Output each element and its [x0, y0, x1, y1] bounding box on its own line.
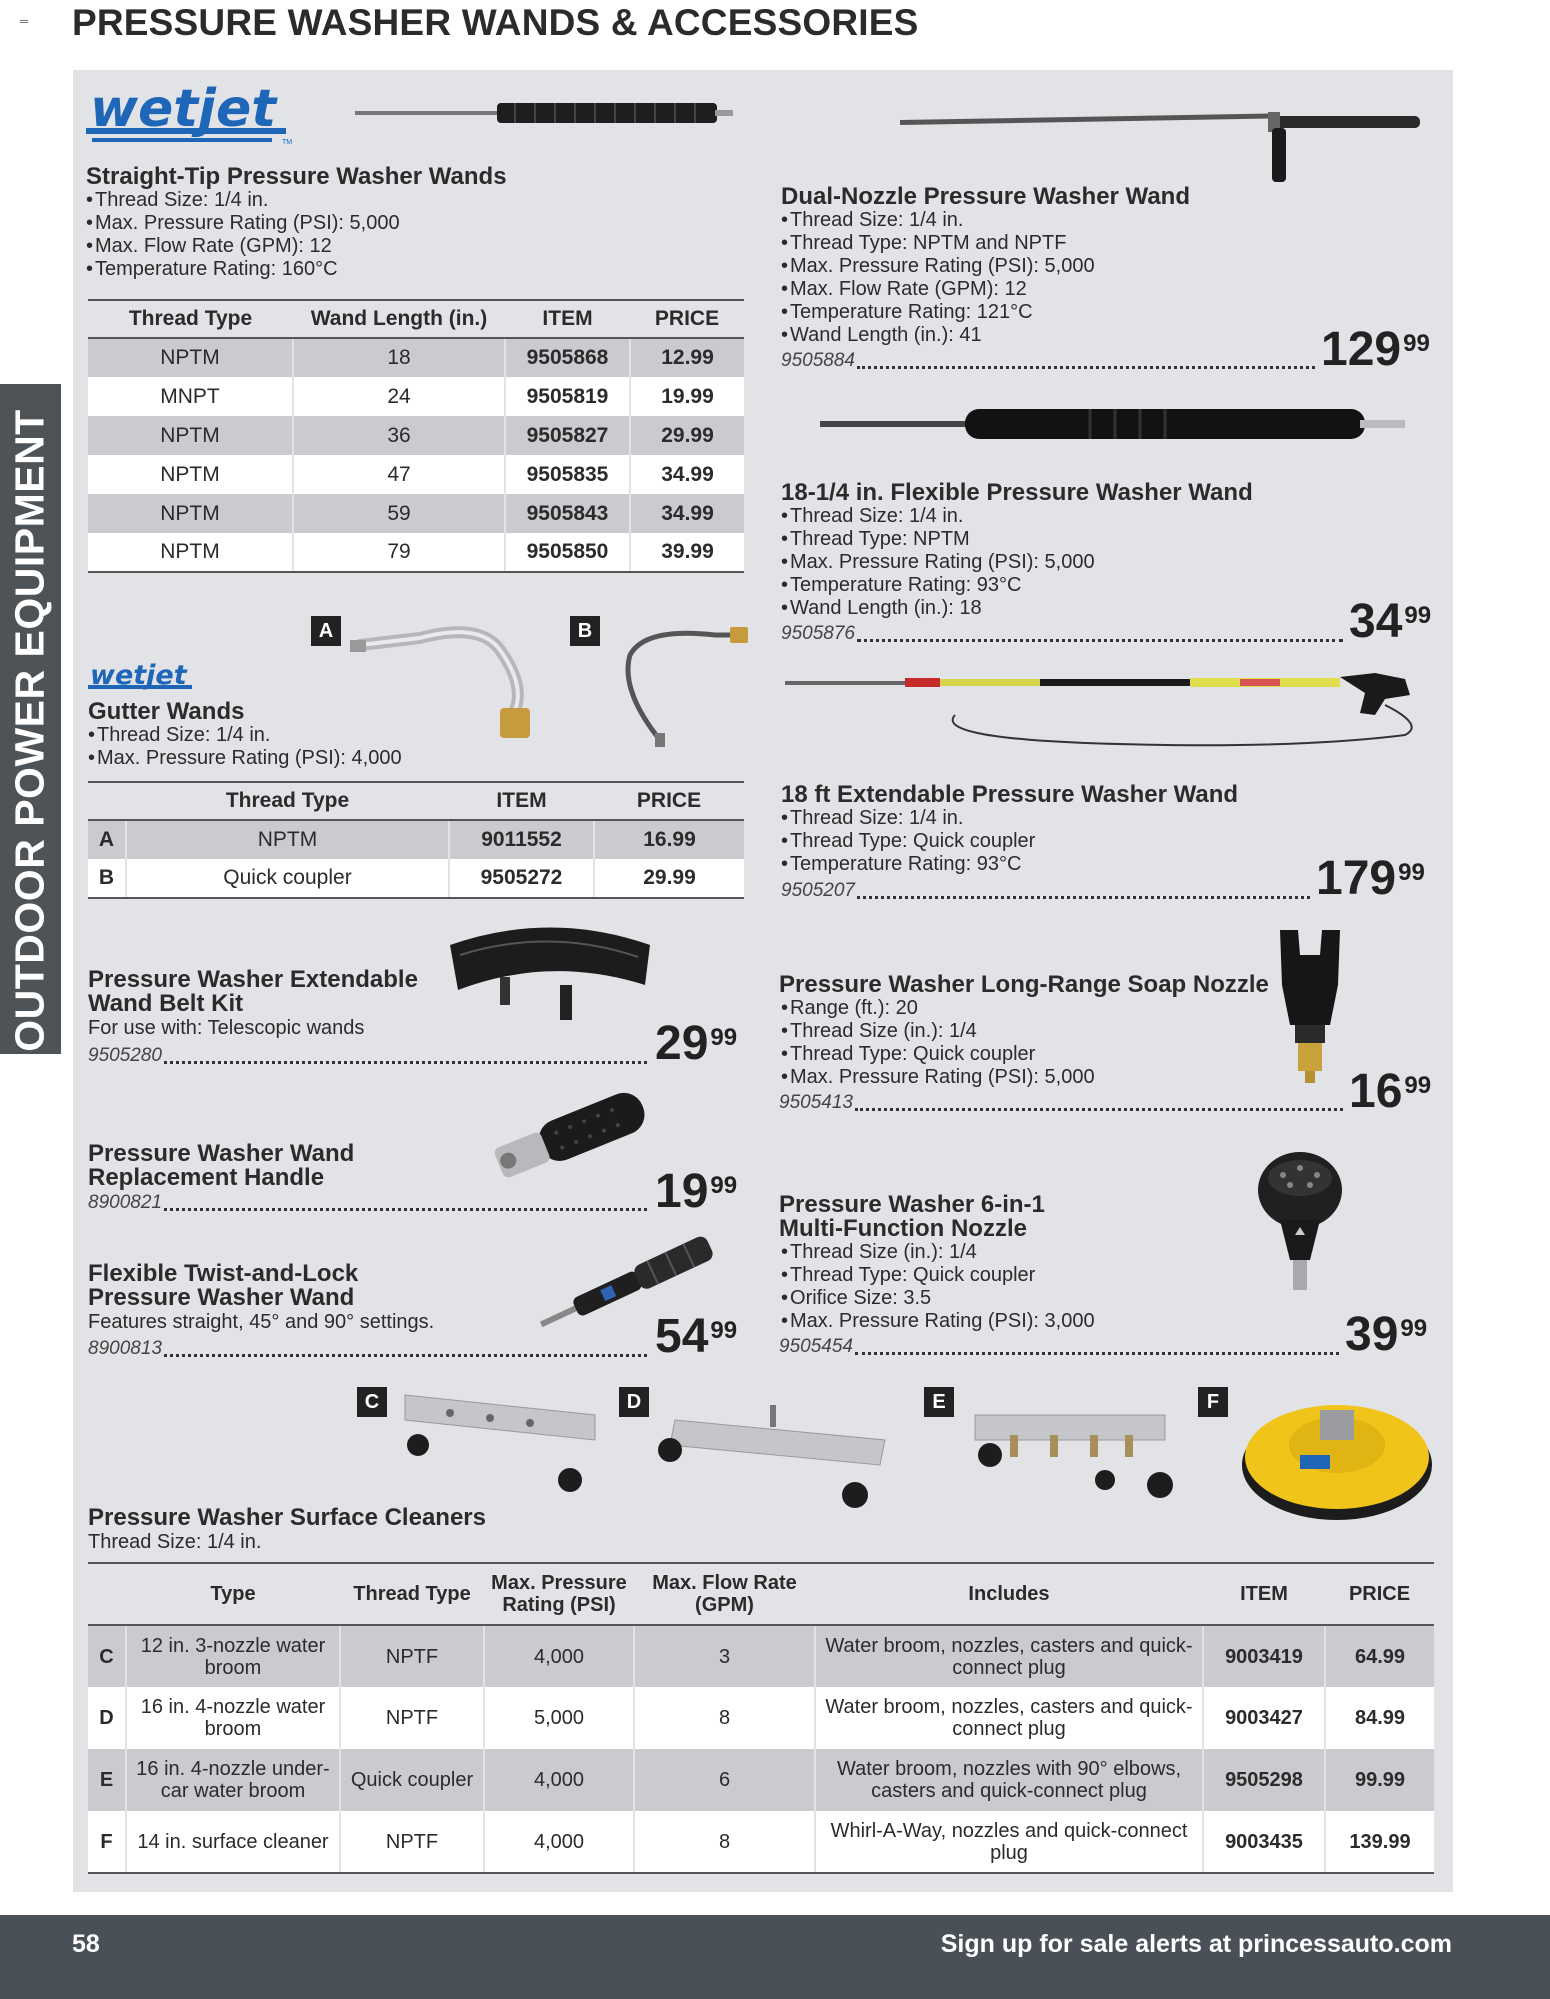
spec-item: • Thread Type: Quick coupler: [781, 830, 1035, 853]
belt-kit-sku-line: [88, 1045, 653, 1067]
straight-tip-wand-image: [355, 100, 735, 130]
row-letter: F: [88, 1811, 126, 1873]
cell: Quick coupler: [340, 1749, 484, 1811]
cell: 12 in. 3-nozzle water broom: [126, 1625, 340, 1687]
six-in-one-sku-line: [779, 1336, 1345, 1358]
leader-dots: [857, 366, 1315, 369]
spec-item: • Max. Pressure Rating (PSI): 5,000: [781, 551, 1095, 574]
cell: MNPT: [88, 377, 293, 416]
col-letter: [88, 782, 126, 820]
cell: 34.99: [630, 455, 744, 494]
gutter-title: Gutter Wands: [88, 698, 245, 725]
cell: 34.99: [630, 494, 744, 533]
leader-dots: [855, 1108, 1343, 1111]
cell: 39.99: [630, 533, 744, 572]
cell: 9505850: [505, 533, 630, 572]
row-letter: A: [88, 820, 126, 859]
price-cents: 99: [1404, 1072, 1432, 1099]
surface-subtitle: Thread Size: 1/4 in.: [88, 1531, 262, 1553]
wetjet-logo-text: wetjet: [90, 84, 277, 139]
col-thread-type: Thread Type: [340, 1563, 484, 1625]
price-cents: 99: [1403, 330, 1430, 357]
price-dollars: 29: [655, 1017, 709, 1070]
flexible-sku-line: [781, 623, 1349, 645]
cell: 4,000: [484, 1749, 634, 1811]
col-thread-type: Thread Type: [126, 782, 449, 820]
surface-cleaner-e-image: [965, 1390, 1175, 1505]
spec-item: • Thread Type: NPTM and NPTF: [781, 232, 1095, 255]
twist-lock-note: Features straight, 45° and 90° settings.: [88, 1311, 435, 1333]
gutter-specs: [88, 724, 402, 770]
side-tab-label: OUTDOOR POWER EQUIPMENT: [6, 409, 53, 1052]
flexible-specs: [781, 505, 1095, 620]
table-row: [88, 1625, 1434, 1687]
six-in-one-specs: [781, 1241, 1095, 1333]
cell: 9003419: [1203, 1625, 1325, 1687]
dual-nozzle-title: Dual-Nozzle Pressure Washer Wand: [781, 183, 1190, 210]
price-cents: 99: [1400, 1315, 1428, 1342]
dual-nozzle-sku-line: [781, 350, 1321, 372]
col-item: ITEM: [449, 782, 594, 820]
leader-dots: [857, 896, 1310, 899]
dual-nozzle-wand-image: [900, 108, 1430, 188]
wetjet-logo-tm: TM: [282, 139, 293, 146]
sku: 9505884: [781, 350, 855, 371]
spec-item: • Temperature Rating: 121°C: [781, 301, 1095, 324]
straight-tip-table: [88, 299, 744, 573]
col-letter: [88, 1563, 126, 1625]
spec-item: • Thread Type: Quick coupler: [781, 1043, 1095, 1066]
twist-lock-price: [655, 1310, 738, 1363]
price-dollars: 16: [1349, 1065, 1403, 1118]
sku: 9505413: [779, 1092, 853, 1113]
cell: 6: [634, 1749, 815, 1811]
leader-dots: [164, 1208, 647, 1211]
spec-item: • Thread Size: 1/4 in.: [88, 724, 402, 747]
row-letter: C: [88, 1625, 126, 1687]
spec-item: • Thread Size: 1/4 in.: [781, 505, 1095, 528]
spec-item: • Thread Size: 1/4 in.: [781, 209, 1095, 232]
price-dollars: 39: [1345, 1308, 1399, 1361]
cell: NPTM: [126, 820, 449, 859]
sku: 8900821: [88, 1192, 162, 1213]
surface-cleaner-c-image: [400, 1385, 600, 1500]
spec-item: • Range (ft.): 20: [781, 997, 1095, 1020]
six-in-one-title-line2: Multi-Function Nozzle: [779, 1215, 1027, 1242]
spec-item: • Max. Pressure Rating (PSI): 5,000: [781, 1066, 1095, 1089]
cell: Quick coupler: [126, 859, 449, 898]
cell: 36: [293, 416, 505, 455]
badge-c: C: [357, 1387, 387, 1417]
twist-lock-title-line2: Pressure Washer Wand: [88, 1284, 355, 1311]
sku: 9505207: [781, 880, 855, 901]
cell: Water broom, nozzles, casters and quick-connect plug: [815, 1687, 1203, 1749]
cell: 9003427: [1203, 1687, 1325, 1749]
sku: 9505280: [88, 1045, 162, 1066]
cell: NPTF: [340, 1625, 484, 1687]
price-cents: 99: [710, 1317, 738, 1344]
cell: Water broom, nozzles with 90° elbows, casters and quick-connect plug: [815, 1749, 1203, 1811]
soap-nozzle-specs: [781, 997, 1095, 1089]
table-header-row: [88, 782, 744, 820]
extendable-specs: [781, 807, 1035, 876]
cell: 9505272: [449, 859, 594, 898]
soap-nozzle-price: [1349, 1065, 1432, 1118]
cell: NPTM: [88, 455, 293, 494]
spec-item: • Thread Type: NPTM: [781, 528, 1095, 551]
cell: 8: [634, 1811, 815, 1873]
gutter-wand-a-image: [350, 610, 560, 740]
col-price: PRICE: [594, 782, 744, 820]
spec-item: • Temperature Rating: 93°C: [781, 853, 1035, 876]
cell: 5,000: [484, 1687, 634, 1749]
wetjet-logo: [86, 84, 308, 148]
price-cents: 99: [710, 1024, 738, 1051]
table-row: [88, 338, 744, 377]
gutter-table: [88, 781, 744, 899]
page-corner-mark: [20, 20, 28, 23]
price-cents: 99: [1404, 602, 1432, 629]
dual-nozzle-specs: [781, 209, 1095, 347]
spec-item: • Max. Pressure Rating (PSI): 5,000: [781, 255, 1095, 278]
col-item: ITEM: [505, 300, 630, 338]
spec-item: • Orifice Size: 3.5: [781, 1287, 1095, 1310]
table-row: [88, 533, 744, 572]
cell: 16 in. 4-nozzle water broom: [126, 1687, 340, 1749]
leader-dots: [164, 1061, 647, 1064]
row-letter: E: [88, 1749, 126, 1811]
extendable-price: [1316, 852, 1425, 905]
straight-tip-title: Straight-Tip Pressure Washer Wands: [86, 163, 507, 190]
soap-nozzle-image: [1270, 925, 1350, 1085]
spec-item: • Thread Size: 1/4 in.: [781, 807, 1035, 830]
cell: 24: [293, 377, 505, 416]
spec-item: • Temperature Rating: 160°C: [86, 258, 400, 281]
table-row: [88, 494, 744, 533]
badge-f: F: [1198, 1387, 1228, 1417]
cell: Whirl-A-Way, nozzles and quick-connect plug: [815, 1811, 1203, 1873]
sku: 9505454: [779, 1336, 853, 1357]
table-row: [88, 455, 744, 494]
col-item: ITEM: [1203, 1563, 1325, 1625]
cell: 14 in. surface cleaner: [126, 1811, 340, 1873]
belt-kit-price: [655, 1017, 738, 1070]
cell: 16 in. 4-nozzle under-car water broom: [126, 1749, 340, 1811]
leader-dots: [857, 639, 1343, 642]
col-max-pressure: Max. Pressure Rating (PSI): [484, 1563, 634, 1625]
gutter-wetjet-logo-text: wetjet: [90, 661, 187, 691]
handle-title-line1: Pressure Washer Wand: [88, 1140, 355, 1167]
surface-table: [88, 1562, 1434, 1874]
straight-tip-specs: [86, 189, 400, 281]
cell: 19.99: [630, 377, 744, 416]
spec-item: • Max. Flow Rate (GPM): 12: [86, 235, 400, 258]
badge-a: A: [311, 616, 341, 646]
sku: 9505876: [781, 623, 855, 644]
price-dollars: 19: [655, 1165, 709, 1218]
belt-kit-image: [440, 915, 665, 1025]
spec-item: • Max. Pressure Rating (PSI): 4,000: [88, 747, 402, 770]
belt-kit-title-line1: Pressure Washer Extendable: [88, 966, 418, 993]
row-letter: D: [88, 1687, 126, 1749]
cell: 9505298: [1203, 1749, 1325, 1811]
cell: 64.99: [1325, 1625, 1434, 1687]
cell: 29.99: [630, 416, 744, 455]
cell: NPTF: [340, 1811, 484, 1873]
cell: 9011552: [449, 820, 594, 859]
spec-item: • Max. Pressure Rating (PSI): 3,000: [781, 1310, 1095, 1333]
cell: 12.99: [630, 338, 744, 377]
belt-kit-title-line2: Wand Belt Kit: [88, 990, 244, 1017]
leader-dots: [855, 1352, 1339, 1355]
col-thread-type: Thread Type: [88, 300, 293, 338]
gutter-wetjet-logo: [88, 661, 200, 698]
price-cents: 99: [1398, 859, 1425, 886]
table-header-row: [88, 300, 744, 338]
table-row: [88, 859, 744, 898]
price-cents: 99: [710, 1172, 738, 1199]
spec-item: • Thread Size (in.): 1/4: [781, 1241, 1095, 1264]
cell: 84.99: [1325, 1687, 1434, 1749]
spec-item: • Wand Length (in.): 41: [781, 324, 1095, 347]
badge-b: B: [570, 616, 600, 646]
handle-price: [655, 1165, 738, 1218]
surface-cleaner-d-image: [655, 1395, 895, 1515]
cell: 8: [634, 1687, 815, 1749]
handle-title-line2: Replacement Handle: [88, 1164, 325, 1191]
cell: 29.99: [594, 859, 744, 898]
cell: 9505835: [505, 455, 630, 494]
spec-item: • Wand Length (in.): 18: [781, 597, 1095, 620]
col-price: PRICE: [1325, 1563, 1434, 1625]
twist-lock-title-line1: Flexible Twist-and-Lock: [88, 1260, 359, 1287]
sale-alerts-link[interactable]: Sign up for sale alerts at princessauto.com: [940, 1930, 1452, 1958]
cell: 59: [293, 494, 505, 533]
extendable-wand-image: [785, 665, 1435, 750]
page-title: PRESSURE WASHER WANDS & ACCESSORIES: [72, 2, 919, 43]
row-letter: B: [88, 859, 126, 898]
soap-nozzle-sku-line: [779, 1092, 1349, 1114]
flexible-title: 18-1/4 in. Flexible Pressure Washer Wand: [781, 479, 1253, 506]
cell: 9505827: [505, 416, 630, 455]
extendable-title: 18 ft Extendable Pressure Washer Wand: [781, 781, 1239, 808]
handle-sku-line: [88, 1192, 653, 1214]
page-number: 58: [72, 1930, 100, 1958]
col-price: PRICE: [630, 300, 744, 338]
cell: 4,000: [484, 1811, 634, 1873]
spec-item: • Max. Flow Rate (GPM): 12: [781, 278, 1095, 301]
cell: 9505819: [505, 377, 630, 416]
spec-item: • Temperature Rating: 93°C: [781, 574, 1095, 597]
spec-item: • Thread Type: Quick coupler: [781, 1264, 1095, 1287]
table-row: [88, 820, 744, 859]
table-row: [88, 1687, 1434, 1749]
col-includes: Includes: [815, 1563, 1203, 1625]
cell: NPTM: [88, 416, 293, 455]
price-dollars: 129: [1321, 323, 1402, 376]
cell: 4,000: [484, 1625, 634, 1687]
soap-nozzle-title: Pressure Washer Long-Range Soap Nozzle: [779, 971, 1269, 998]
cell: 16.99: [594, 820, 744, 859]
belt-kit-note: For use with: Telescopic wands: [88, 1017, 365, 1039]
flexible-price: [1349, 595, 1432, 648]
leader-dots: [164, 1354, 647, 1357]
twist-lock-sku-line: [88, 1338, 653, 1360]
cell: 9505843: [505, 494, 630, 533]
cell: NPTM: [88, 533, 293, 572]
surface-title: Pressure Washer Surface Cleaners: [88, 1504, 486, 1531]
cell: NPTM: [88, 338, 293, 377]
cell: 3: [634, 1625, 815, 1687]
surface-cleaner-f-image: [1240, 1385, 1435, 1525]
wetjet-logo-graphic: [86, 84, 308, 148]
table-row: [88, 1749, 1434, 1811]
badge-d: D: [619, 1387, 649, 1417]
cell: 18: [293, 338, 505, 377]
col-max-flow: Max. Flow Rate (GPM): [634, 1563, 815, 1625]
table-row: [88, 416, 744, 455]
spec-item: • Thread Size (in.): 1/4: [781, 1020, 1095, 1043]
cell: 9003435: [1203, 1811, 1325, 1873]
table-row: [88, 377, 744, 416]
cell: 47: [293, 455, 505, 494]
cell: 99.99: [1325, 1749, 1434, 1811]
cell: NPTF: [340, 1687, 484, 1749]
table-row: [88, 1811, 1434, 1873]
flexible-wand-image: [820, 395, 1410, 455]
col-type: Type: [126, 1563, 340, 1625]
price-dollars: 179: [1316, 852, 1397, 905]
six-in-one-nozzle-image: [1255, 1150, 1345, 1310]
spec-item: • Thread Size: 1/4 in.: [86, 189, 400, 212]
gutter-wand-b-image: [605, 615, 755, 750]
cell: 9505868: [505, 338, 630, 377]
six-in-one-price: [1345, 1308, 1428, 1361]
price-dollars: 54: [655, 1310, 709, 1363]
cell: NPTM: [88, 494, 293, 533]
gutter-wetjet-logo-graphic: [88, 661, 200, 693]
sku: 8900813: [88, 1338, 162, 1359]
six-in-one-title-line1: Pressure Washer 6-in-1: [779, 1191, 1045, 1218]
cell: 79: [293, 533, 505, 572]
extendable-sku-line: [781, 880, 1316, 902]
badge-e: E: [924, 1387, 954, 1417]
col-wand-length: Wand Length (in.): [293, 300, 505, 338]
dual-nozzle-price: [1321, 323, 1430, 376]
table-header-row: [88, 1563, 1434, 1625]
replacement-handle-image: [480, 1080, 665, 1195]
cell: Water broom, nozzles, casters and quick-connect plug: [815, 1625, 1203, 1687]
spec-item: • Max. Pressure Rating (PSI): 5,000: [86, 212, 400, 235]
price-dollars: 34: [1349, 595, 1403, 648]
cell: 139.99: [1325, 1811, 1434, 1873]
